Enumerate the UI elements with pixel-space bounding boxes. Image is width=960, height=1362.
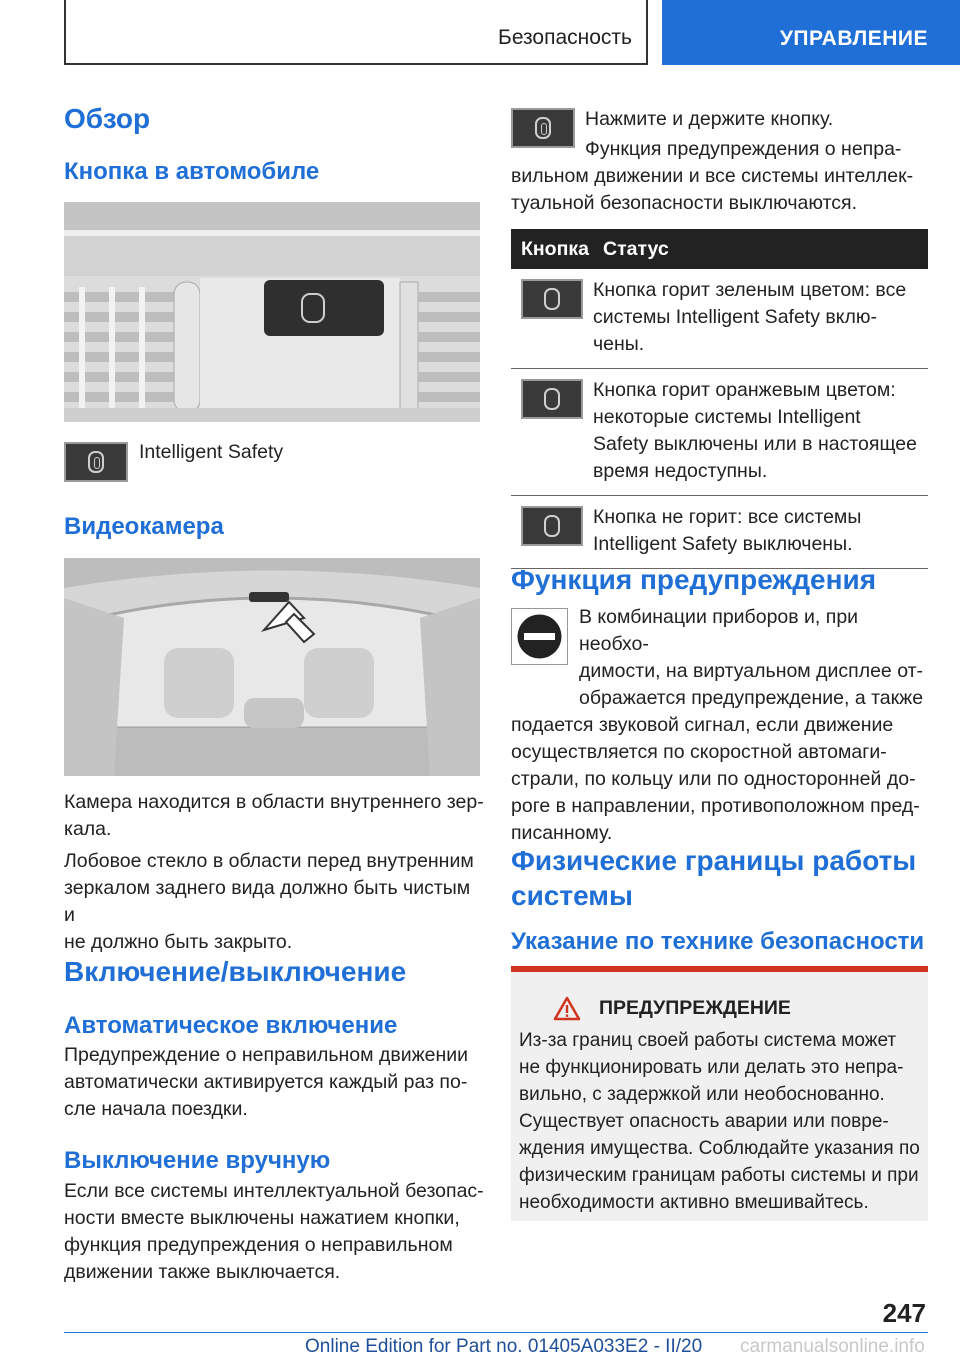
table-row xyxy=(511,369,928,496)
text-line: Функция предупреждения о непра- xyxy=(585,138,902,160)
button-orange-icon xyxy=(521,379,583,419)
camera-paragraph-2 xyxy=(64,848,484,956)
text-line: сле начала поездки. xyxy=(64,1098,248,1120)
table-header-status: Статус xyxy=(593,229,928,269)
text-line: Safety выключены или в настоящее xyxy=(593,433,917,455)
text-line: Если все системы интеллектуальной безопас- xyxy=(64,1180,484,1202)
text-line: В комбинации приборов и, при необхо- xyxy=(579,606,859,655)
text-line: Существует опасность аварии или повре- xyxy=(519,1111,889,1132)
warning-function-title: Функция предупреждения xyxy=(511,564,877,595)
text-line: автоматически активируется каждый раз по- xyxy=(64,1071,468,1093)
table-cell-icon xyxy=(511,269,593,369)
text-line: ждения имущества. Соблюдайте указания по xyxy=(519,1138,920,1159)
overview-title: Обзор xyxy=(64,103,151,134)
header-section-label: Безопасность xyxy=(498,26,632,49)
button-off-icon xyxy=(521,506,583,546)
text-line: кала. xyxy=(64,818,112,840)
warning-box xyxy=(511,966,928,1221)
footer-watermark: carmanualsonline.info xyxy=(740,1336,925,1357)
onoff-title: Включение/выключение xyxy=(64,956,407,987)
text-line: не функционировать или делать это непра- xyxy=(519,1057,904,1078)
warning-text xyxy=(519,1027,924,1216)
text-line: время недоступны. xyxy=(593,460,768,482)
manual-title: Выключение вручную xyxy=(64,1147,331,1174)
table-row xyxy=(511,496,928,569)
text-line: некоторые системы Intelligent xyxy=(593,406,861,428)
table-cell-status xyxy=(593,369,928,496)
table-cell-icon xyxy=(511,369,593,496)
text-line: подается звуковой сигнал, если движение xyxy=(511,714,894,736)
text-line: необходимости активно вмешивайтесь. xyxy=(519,1192,869,1213)
table-row xyxy=(511,269,928,369)
text-line: чены. xyxy=(593,333,645,355)
footer-divider xyxy=(64,1332,928,1333)
camera-title: Видеокамера xyxy=(64,513,224,540)
text-line: ображается предупреждение, а также xyxy=(579,687,924,709)
text-line: Предупреждение о неправильном движении xyxy=(64,1044,469,1066)
text-line: Физические границы работы xyxy=(511,845,917,876)
button-green-icon xyxy=(521,279,583,319)
text-line: Кнопка горит зеленым цветом: все xyxy=(593,279,907,301)
text-line: вильно, с задержкой или необоснованно. xyxy=(519,1084,885,1105)
button-title: Кнопка в автомобиле xyxy=(64,158,320,185)
text-line: туальной безопасности выключаются. xyxy=(511,192,858,214)
text-line: физическим границам работы системы и при xyxy=(519,1165,919,1186)
text-line: роге в направлении, противоположном пред- xyxy=(511,795,920,817)
table-cell-status xyxy=(593,496,928,569)
warning-function-paragraph xyxy=(511,604,931,847)
status-table xyxy=(511,229,928,569)
page-number: 247 xyxy=(882,1298,926,1328)
intelligent-safety-icon xyxy=(64,442,128,482)
header-chapter-label: УПРАВЛЕНИЕ xyxy=(779,27,928,50)
text-line: не должно быть закрыто. xyxy=(64,931,293,953)
footer-edition: Online Edition for Part no. 01405A033E2 - II/20 xyxy=(305,1336,703,1357)
warning-triangle-icon xyxy=(553,996,581,1026)
text-line: осуществляется по скоростной автомаги- xyxy=(511,741,887,763)
text-line: ности вместе выключены нажатием кнопки, xyxy=(64,1207,460,1229)
text-line: движении также выключается. xyxy=(64,1261,341,1283)
text-line: Кнопка не горит: все системы xyxy=(593,506,862,528)
text-line: функция предупреждения о неправильном xyxy=(64,1234,453,1256)
text-line: зеркалом заднего вида должно быть чистым и xyxy=(64,877,471,926)
table-header-button: Кнопка xyxy=(511,229,593,269)
limits-title xyxy=(511,843,916,913)
text-line: писанному. xyxy=(511,822,613,844)
auto-paragraph xyxy=(64,1042,484,1123)
text-line: Камера находится в области внутреннего зер- xyxy=(64,791,484,813)
manual-paragraph xyxy=(64,1178,484,1286)
text-line: Лобовое стекло в области перед внутренним xyxy=(64,850,474,872)
press-instruction: Нажмите и держите кнопку. xyxy=(585,108,834,130)
auto-title: Автоматическое включение xyxy=(64,1012,398,1039)
text-line: Кнопка горит оранжевым цветом: xyxy=(593,379,896,401)
camera-paragraph-1 xyxy=(64,789,484,843)
header-section-tab xyxy=(64,0,648,65)
table-cell-icon xyxy=(511,496,593,569)
text-line: страли, по кольцу или по односторонней до- xyxy=(511,768,916,790)
dashboard-button-photo xyxy=(64,202,480,422)
text-line: системы xyxy=(511,880,633,911)
safety-title: Указание по технике безопасности xyxy=(511,928,925,955)
text-line: димости, на виртуальном дисплее от- xyxy=(579,660,924,682)
button-caption: Intelligent Safety xyxy=(139,441,284,463)
warning-heading: ПРЕДУПРЕЖДЕНИЕ xyxy=(599,997,791,1019)
header-chapter-tab xyxy=(662,0,960,65)
text-line: системы Intelligent Safety вклю- xyxy=(593,306,877,328)
text-line: вильном движении и все системы интеллек- xyxy=(511,165,914,187)
table-cell-status xyxy=(593,269,928,369)
table-header-row xyxy=(511,229,928,269)
text-line: Intelligent Safety выключены. xyxy=(593,533,853,555)
camera-photo xyxy=(64,558,480,776)
press-result-paragraph xyxy=(511,136,931,217)
text-line: Из-за границ своей работы система может xyxy=(519,1030,897,1051)
